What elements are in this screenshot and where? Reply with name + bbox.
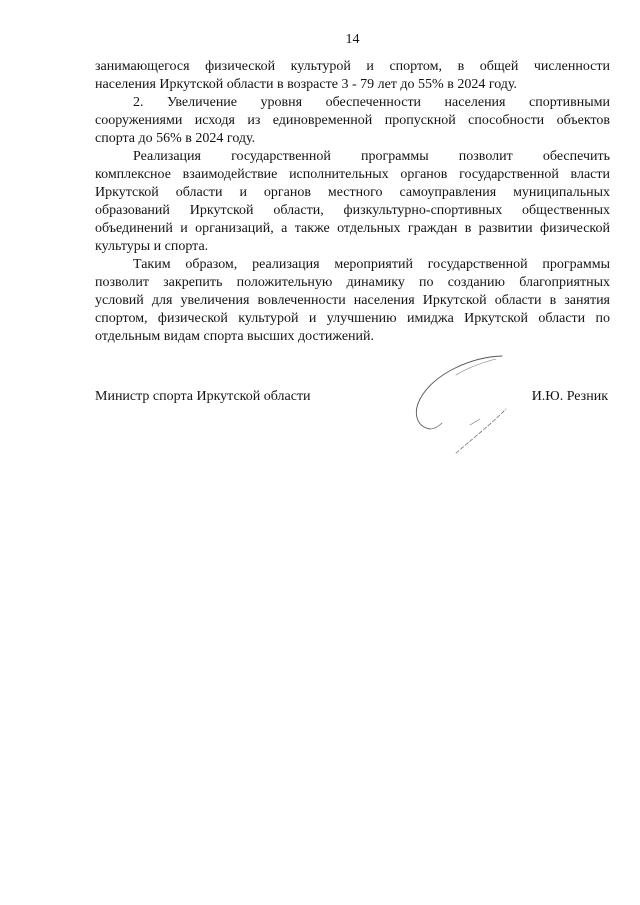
text-line: условий для увеличения вовлеченности населения Иркутской области в занятия: [95, 293, 610, 308]
text-line: образований Иркутской области, физкультурно-спортивных общественных: [95, 203, 610, 218]
text-line: спорта до 56% в 2024 году.: [95, 131, 256, 146]
paragraph-1: [95, 58, 610, 94]
text-line: объединений и организаций, а также отдельных граждан в развитии физической: [95, 221, 610, 236]
text-line: комплексное взаимодействие исполнительных органов государственной власти: [95, 167, 610, 182]
text-line: позволит закрепить положительную динамику по созданию благоприятных: [95, 275, 610, 290]
signatory-name: И.Ю. Резник: [531, 389, 608, 404]
paragraph-3: [95, 148, 610, 256]
text-line: 2. Увеличение уровня обеспеченности населения спортивными: [133, 95, 610, 110]
page-number: 14: [345, 32, 360, 47]
text-line: культуры и спорта.: [95, 239, 209, 254]
text-line: Таким образом, реализация мероприятий государственной программы: [133, 257, 610, 272]
body-text: [95, 58, 610, 346]
text-line: отдельным видам спорта высших достижений.: [95, 329, 375, 344]
text-line: сооружениями исходя из единовременной пропускной способности объектов: [95, 113, 610, 128]
text-line: Реализация государственной программы позволит обеспечить: [133, 149, 610, 164]
text-line: спортом, физической культурой и улучшению имиджа Иркутской области по: [95, 311, 610, 326]
text-line: населения Иркутской области в возрасте 3 - 79 лет до 55% в 2024 году.: [95, 77, 518, 92]
text-line: занимающегося физической культурой и спортом, в общей численности: [95, 59, 610, 74]
paragraph-4: [95, 256, 610, 346]
text-line: Иркутской области и органов местного самоуправления муниципальных: [95, 185, 610, 200]
handwritten-signature: [400, 345, 520, 465]
signatory-position: Министр спорта Иркутской области: [95, 389, 311, 404]
paragraph-2: [95, 94, 610, 148]
